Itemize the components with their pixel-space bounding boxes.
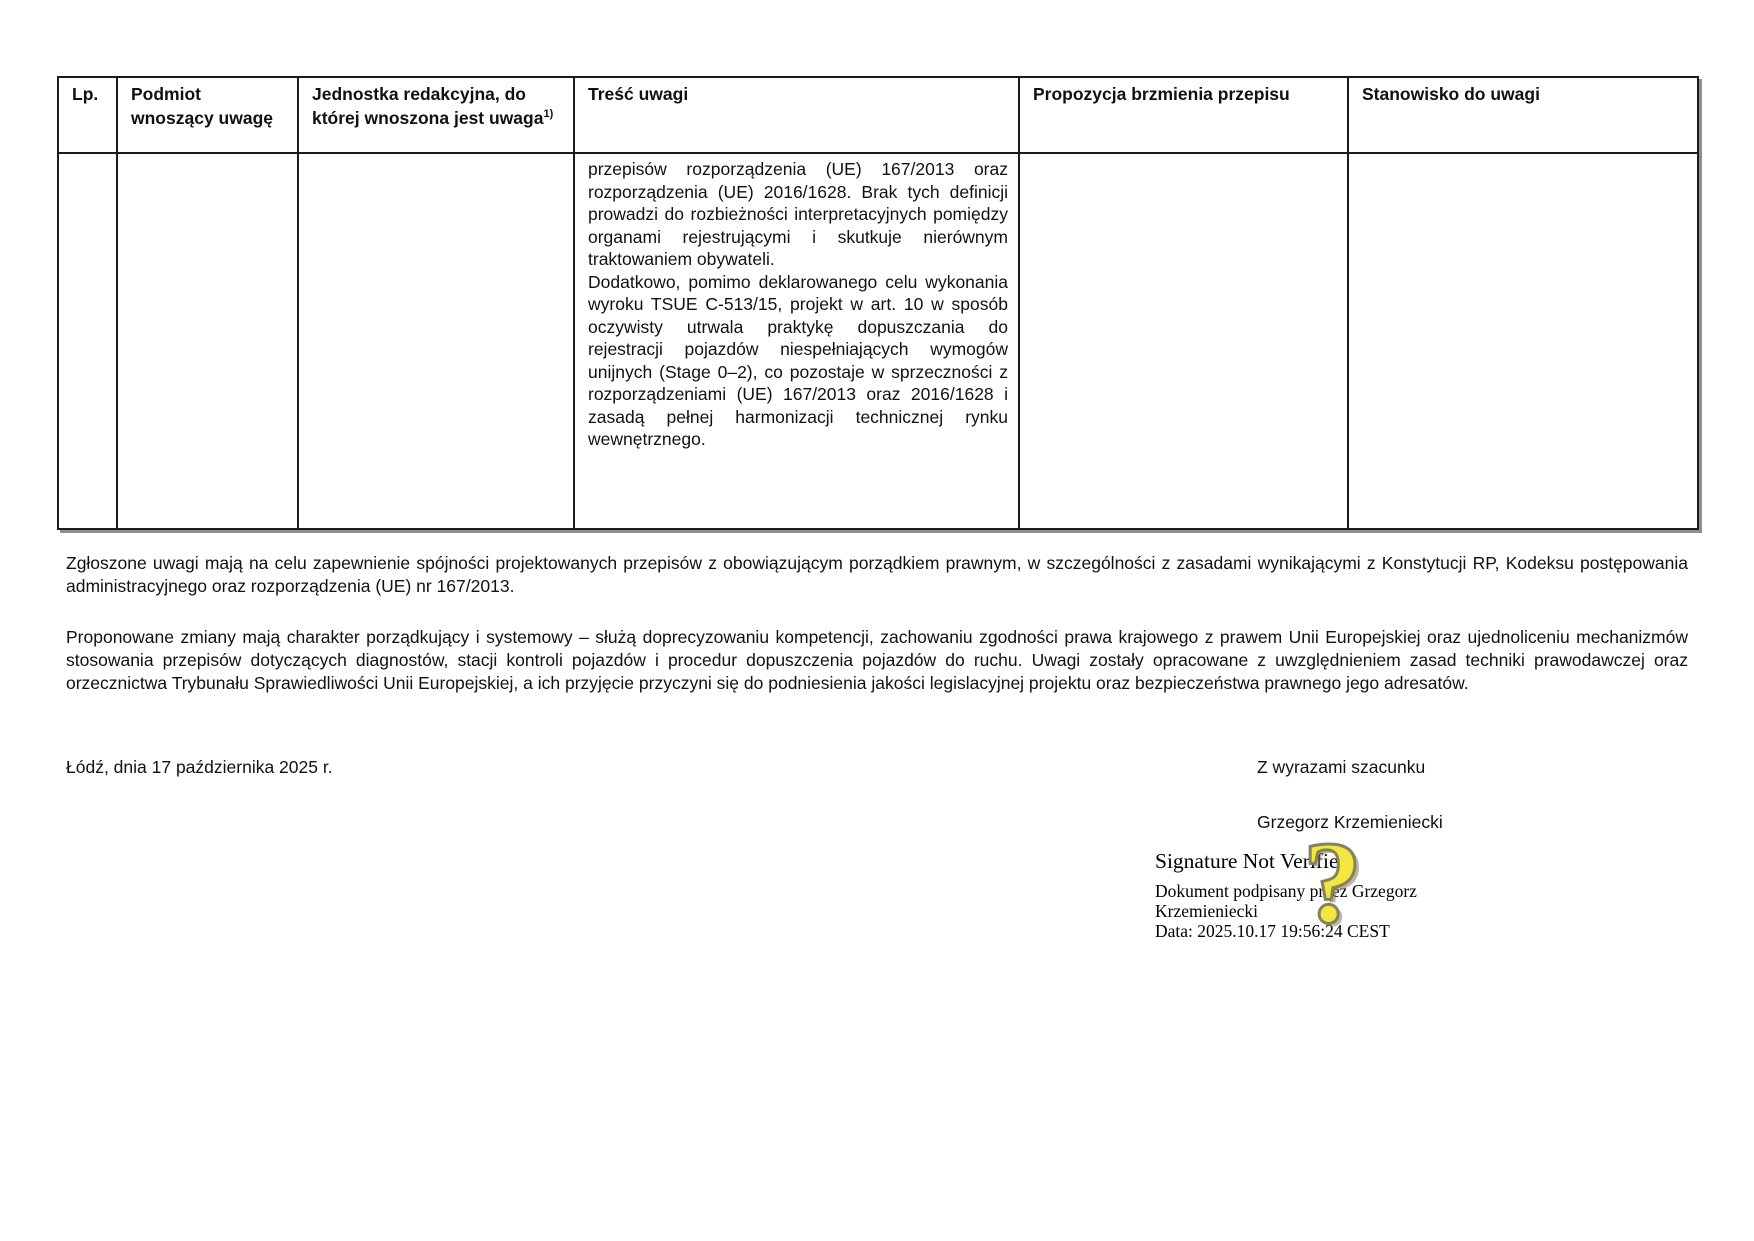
header-propozycja — [1019, 77, 1348, 153]
cell-propozycja — [1019, 153, 1348, 529]
comment-paragraph-2: Dodatkowo, pomimo deklarowanego celu wykonania wyroku TSUE C-513/15, projekt w art. 10 w sposób oczywisty utrwala praktykę dopuszczania do rejestracji pojazdów niespełniających wymogów unijnych (Stage 0–2), co pozostaje w sprzeczności z rozporządzeniami (UE) 167/2013 oraz 2016/1628 i zasadą pełnej harmonizacji technicznej rynku wewnętrznego. — [588, 271, 1008, 449]
cell-podmiot — [117, 153, 298, 529]
header-podmiot — [117, 77, 298, 153]
date-place-line: Łódź, dnia 17 października 2025 r. — [66, 757, 333, 777]
header-lp-label: Lp. — [72, 84, 99, 104]
header-stanowisko-label: Stanowisko do uwagi — [1362, 84, 1540, 104]
footnote-marker: 1) — [543, 108, 554, 121]
header-jednostka — [298, 77, 574, 153]
signature-signer-line: Dokument podpisany przez Grzegorz Krzemieniecki — [1155, 881, 1417, 921]
signature-status-text: Signature Not Verified — [1155, 849, 1350, 873]
signature-question-mark-icon: ? — [1303, 817, 1362, 948]
cell-stanowisko — [1348, 153, 1698, 529]
header-propozycja-label: Propozycja brzmienia przepisu — [1033, 84, 1290, 104]
header-jednostka-label: Jednostka redakcyjna, do której wnoszona jest uwaga — [312, 84, 544, 128]
paragraph-summary: Zgłoszone uwagi mają na celu zapewnienie spójności projektowanych przepisów z obowiązującym porządkiem prawnym, w szczególności z zasadami wynikającymi z Konstytucji RP, Kodeksu postępowania administracyjnego oraz rozporządzenia (UE) nr 167/2013. — [66, 553, 1688, 596]
cell-jednostka — [298, 153, 574, 529]
table-header-row — [58, 77, 1698, 153]
header-tresc-label: Treść uwagi — [588, 84, 689, 104]
cell-tresc — [574, 153, 1019, 529]
header-tresc — [574, 77, 1019, 153]
paragraph-proposed-changes: Proponowane zmiany mają charakter porządkujący i systemowy – służą doprecyzowaniu kompetencji, zachowaniu zgodności prawa krajowego z prawem Unii Europejskiej oraz ujednoliceniu mechanizmów stosowania przepisów dotyczących diagnostów, stacji kontroli pojazdów i procedur dopuszczenia pojazdów do ruchu. Uwagi zostały opracowane z uwzględnieniem zasad techniki prawodawczej oraz orzecznictwa Trybunału Sprawiedliwości Unii Europejskiej, a ich przyjęcie przyczyni się do podniesienia jakości legislacyjnej projektu oraz bezpieczeństwa prawnego jego adresatów. — [66, 627, 1688, 693]
header-stanowisko — [1348, 77, 1698, 153]
table-row — [58, 153, 1698, 529]
closing-salutation: Z wyrazami szacunku — [1257, 757, 1426, 777]
header-lp — [58, 77, 117, 153]
comments-table — [57, 76, 1699, 530]
signature-date-line: Data: 2025.10.17 19:56:24 CEST — [1155, 921, 1390, 941]
signer-name: Grzegorz Krzemieniecki — [1257, 812, 1443, 832]
header-podmiot-label: Podmiot wnoszący uwagę — [131, 84, 273, 128]
comment-paragraph-1: przepisów rozporządzenia (UE) 167/2013 oraz rozporządzenia (UE) 2016/1628. Brak tych definicji prowadzi do rozbieżności interpretacyjnych pomiędzy organami rejestrującymi i skutkuje nierównym traktowaniem obywateli. — [588, 159, 1008, 269]
cell-lp — [58, 153, 117, 529]
